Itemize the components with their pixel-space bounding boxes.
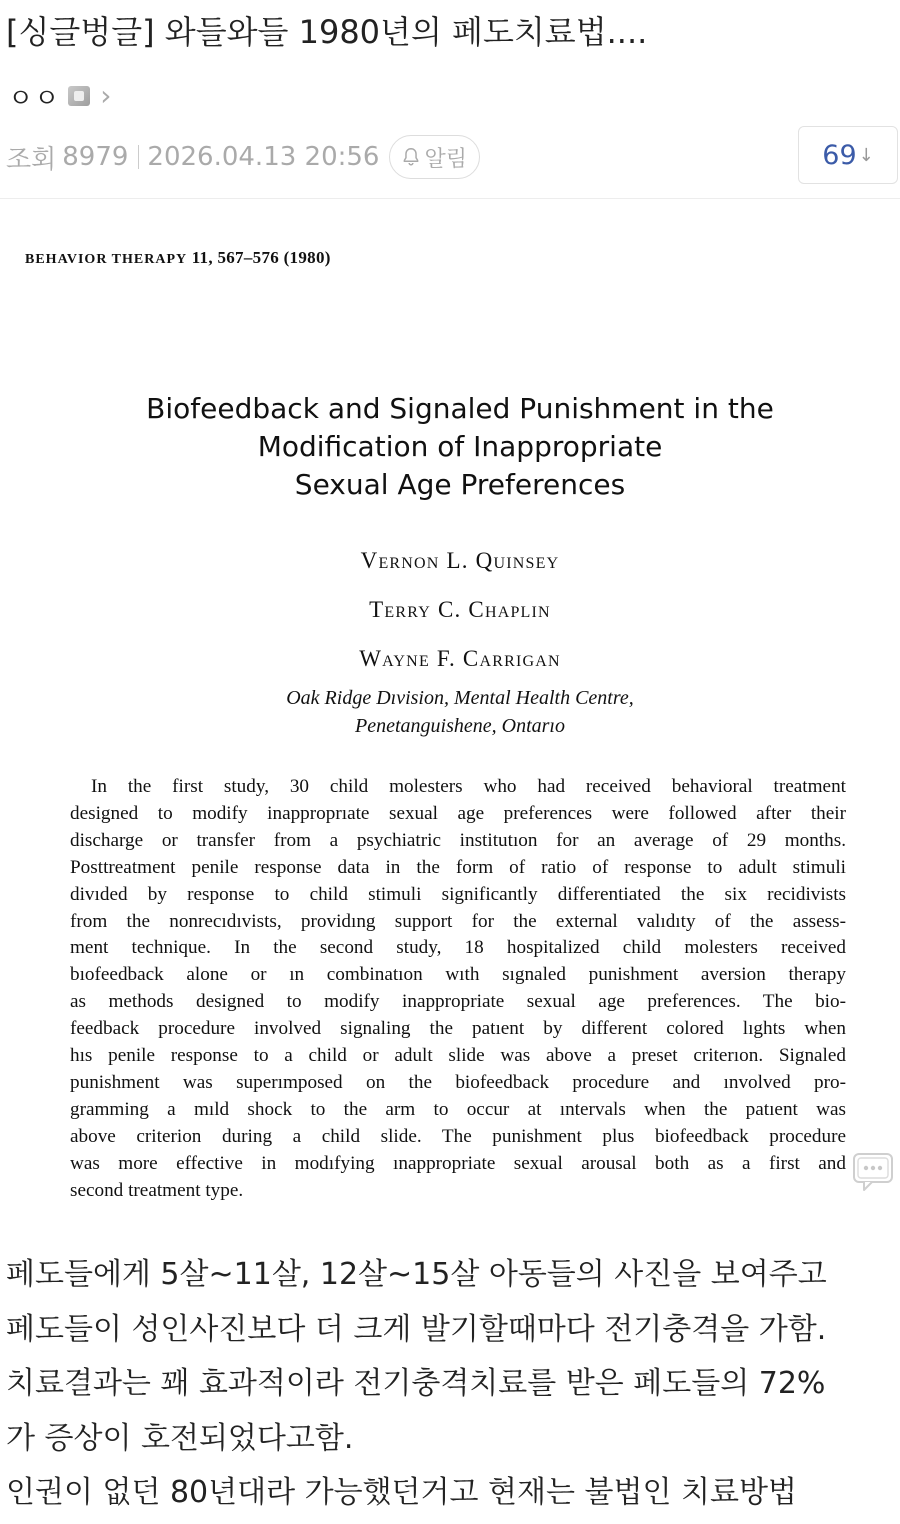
post-body	[6, 1248, 900, 1521]
paper-abstract-image	[0, 200, 900, 1234]
abstract-line: as methods designed to modify inappropriate sexual age preferences. The bio-	[70, 991, 846, 1013]
body-line: 치료결과는 꽤 효과적이라 전기충격치료를 받은 페도들의 72%	[6, 1366, 826, 1401]
abstract-line: second treatment type.	[70, 1179, 244, 1201]
abstract-line: In the first study, 30 child molesters who had received behavioral treatment	[91, 776, 846, 797]
abstract-line: feedback procedure involved signaling the patıent by different colored lıghts when	[70, 1018, 846, 1040]
paper-title-line: Biofeedback and Signaled Punishment in the	[146, 392, 774, 425]
paper-abstract	[70, 774, 846, 1205]
paper-title	[60, 390, 860, 504]
journal-name: BEHAVIOR THERAPY	[25, 252, 188, 267]
body-line: 페도들이 성인사진보다 더 크게 발기할때마다 전기충격을 가함.	[6, 1311, 827, 1347]
view-count: 8979	[62, 142, 129, 172]
abstract-line: was more effective in modıfying ınappropriate sexual arousal both as a first and	[70, 1152, 846, 1174]
bell-icon	[400, 146, 422, 168]
post-title: [싱글벙글] 와들와들 1980년의 페도치료법....	[6, 13, 648, 51]
paper-author: Terry C. Chaplin	[369, 597, 551, 622]
affiliation-line: Oak Ridge Dıvision, Mental Health Centre,	[286, 687, 634, 709]
affiliation-line: Penetanguishene, Ontarıo	[355, 715, 565, 737]
abstract-line: divıded by response to child stimuli significantly differentiated the six recidivists	[70, 883, 846, 905]
header-divider	[0, 198, 900, 199]
body-line: 인권이 없던 80년대라 가능했던거고 현재는 불법인 치료방법	[6, 1475, 797, 1510]
paper-authors	[160, 536, 760, 683]
floating-comment-icon[interactable]	[852, 1152, 894, 1192]
paper-affiliation	[160, 684, 760, 740]
abstract-line: above criterion during a child slide. The punishment plus biofeedback procedure	[70, 1125, 846, 1147]
abstract-line: bıofeedback alone or ın combinatıon wıth sıgnaled punishment aversion therapy	[70, 964, 846, 986]
abstract-line: Posttreatment penile response data in the form of ratio of response to adult stimuli	[70, 856, 846, 878]
alarm-label: 알림	[424, 146, 467, 172]
comment-count: 69	[822, 139, 857, 171]
post-datetime: 2026.04.13 20:56	[147, 142, 380, 172]
alarm-button[interactable]	[389, 135, 480, 179]
journal-citation	[25, 248, 331, 268]
paper-title-line: Modification of Inappropriate	[257, 430, 663, 463]
arrow-down-icon: ↓	[858, 144, 874, 166]
author-info[interactable]	[8, 78, 111, 114]
abstract-line: hıs penile response to a child or adult slide was above a preset criterıon. Signaled	[70, 1045, 846, 1067]
meta-divider	[138, 145, 139, 169]
abstract-line: ment technique. In the second study, 18 hospitalized child molesters received	[70, 937, 846, 959]
abstract-line: gramming a mıld shock to the arm to occur at ıntervals when the patıent was	[70, 1098, 846, 1120]
author-name[interactable]: ㅇㅇ	[8, 83, 61, 114]
paper-author: Vernon L. Quinsey	[360, 548, 560, 573]
member-level-icon	[68, 86, 90, 106]
views-label: 조회	[6, 144, 57, 175]
abstract-line: designed to modify inapproprıate sexual age preferences were followed after their	[70, 802, 846, 824]
chevron-right-icon[interactable]: ›	[100, 79, 112, 112]
comment-count-button[interactable]	[798, 126, 898, 184]
abstract-line: discharge or transfer from a psychiatric institutıon for an average of 29 months.	[70, 829, 846, 851]
abstract-line: punishment was superımposed on the biofeedback procedure and ınvolved pro-	[70, 1071, 846, 1093]
abstract-line: from the nonrecıdıvists, providıng support for the external valıdıty of the assess-	[70, 910, 846, 932]
journal-ref: 11, 567–576 (1980)	[191, 248, 331, 267]
post-meta	[6, 134, 480, 180]
body-line: 페도들에게 5살~11살, 12살~15살 아동들의 사진을 보여주고	[6, 1257, 827, 1292]
body-line: 가 증상이 호전되었다고함.	[6, 1420, 354, 1456]
paper-title-line: Sexual Age Preferences	[294, 468, 626, 501]
paper-author: Wayne F. Carrigan	[359, 646, 561, 671]
